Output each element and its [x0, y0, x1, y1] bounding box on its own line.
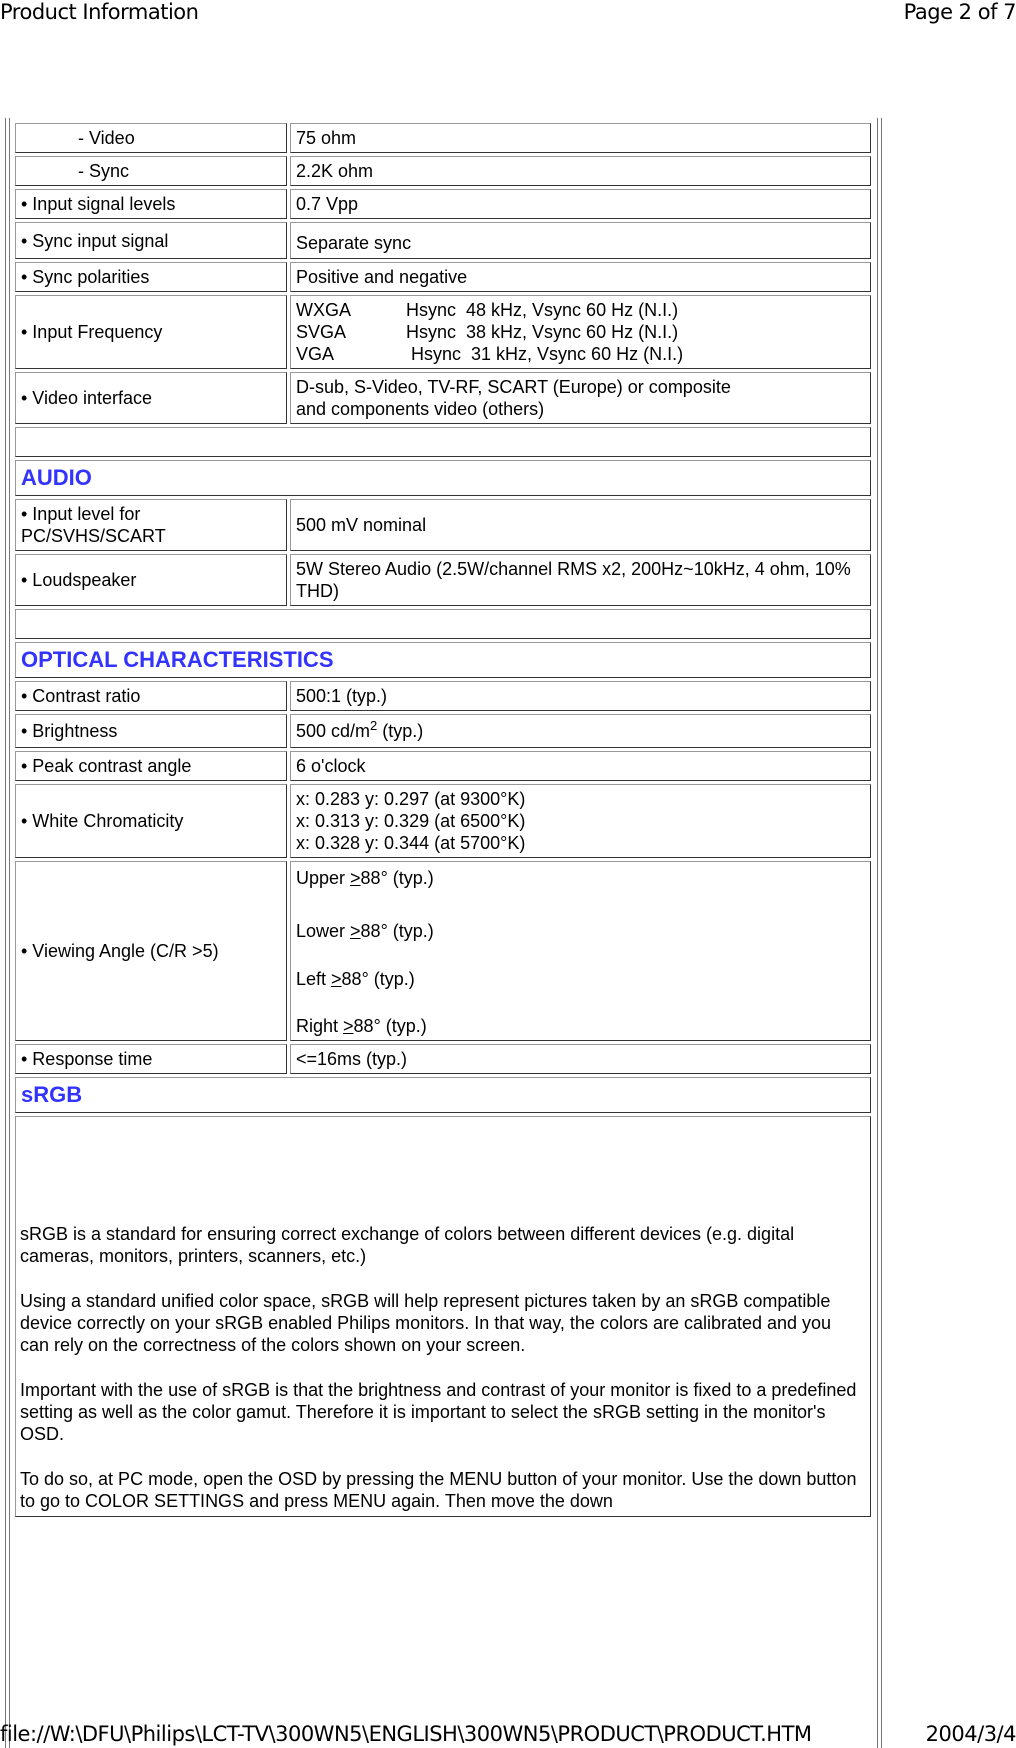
spec-label: • Sync input signal	[15, 222, 287, 259]
table-row	[15, 751, 871, 781]
angle-symbol: >	[343, 1016, 354, 1036]
viewing-angle-line	[296, 968, 865, 1015]
spec-label: • Sync polarities	[15, 262, 287, 292]
table-row	[15, 1044, 871, 1074]
angle-value: 88° (typ.)	[360, 868, 434, 888]
freq-spec: Hsync 38 kHz, Vsync 60 Hz (N.I.)	[406, 322, 679, 342]
angle-symbol: >	[350, 868, 361, 888]
section-title-srgb: sRGB	[15, 1077, 871, 1113]
chromaticity-line: x: 0.328 y: 0.344 (at 5700°K)	[296, 833, 526, 853]
brightness-suffix: (typ.)	[377, 721, 424, 741]
section-title-optical: OPTICAL CHARACTERISTICS	[15, 642, 871, 678]
spec-value: 5W Stereo Audio (2.5W/channel RMS x2, 200Hz~10kHz, 4 ohm, 10% THD)	[290, 554, 871, 606]
spec-value: <=16ms (typ.)	[290, 1044, 871, 1074]
table-row	[15, 784, 871, 858]
angle-direction: Lower	[296, 921, 351, 941]
header-page-count: Page 2 of 7	[903, 0, 1016, 24]
spec-value	[290, 861, 871, 1041]
footer-date: 2004/3/4	[925, 1722, 1016, 1746]
spec-value: 75 ohm	[290, 123, 871, 153]
header-page-title: Product Information	[0, 0, 199, 24]
spec-value: 6 o'clock	[290, 751, 871, 781]
spec-value: 2.2K ohm	[290, 156, 871, 186]
angle-direction: Left	[296, 969, 332, 989]
table-row	[15, 681, 871, 711]
srgb-paragraph: sRGB is a standard for ensuring correct exchange of colors between different devices (e.g. digital cameras, monitors, printers, scanners, etc.)	[20, 1224, 795, 1266]
spec-value	[290, 372, 871, 424]
freq-mode: SVGA	[296, 322, 347, 342]
table-row	[15, 372, 871, 424]
angle-symbol: >	[350, 921, 361, 941]
footer-file-path: file://W:\DFU\Philips\LCT-TV\300WN5\ENGLISH\300WN5\PRODUCT\PRODUCT.HTM	[0, 1722, 812, 1746]
table-row	[15, 295, 871, 369]
table-row	[15, 554, 871, 606]
spacer-row	[15, 427, 871, 457]
spec-value: Positive and negative	[290, 262, 871, 292]
spacer-row	[15, 609, 871, 639]
section-title-audio: AUDIO	[15, 460, 871, 496]
viewing-angle-line	[296, 867, 865, 920]
spec-value	[290, 714, 871, 748]
spec-label: • Brightness	[15, 714, 287, 748]
section-row	[15, 1077, 871, 1113]
print-footer	[0, 1722, 1016, 1748]
spec-value: 500:1 (typ.)	[290, 681, 871, 711]
spec-label: • Input Frequency	[15, 295, 287, 369]
interface-line: and components video (others)	[296, 399, 545, 419]
spec-value	[290, 295, 871, 369]
viewing-angle-line	[296, 1015, 865, 1037]
freq-mode: VGA	[296, 344, 335, 364]
interface-line: D-sub, S-Video, TV-RF, SCART (Europe) or composite	[296, 377, 731, 397]
spec-label: • Video interface	[15, 372, 287, 424]
spec-label: • Input level for PC/SVHS/SCART	[15, 499, 287, 551]
frequency-list	[296, 299, 865, 365]
table-row	[15, 499, 871, 551]
freq-spec: Hsync 31 kHz, Vsync 60 Hz (N.I.)	[406, 344, 684, 364]
table-row	[15, 861, 871, 1041]
srgb-paragraph: To do so, at PC mode, open the OSD by pressing the MENU button of your monitor. Use the down button to go to COLOR SETTINGS and press MENU again. Then move the down	[20, 1469, 857, 1511]
spec-label: • Loudspeaker	[15, 554, 287, 606]
section-row	[15, 642, 871, 678]
spec-label: • Input signal levels	[15, 189, 287, 219]
table-row	[15, 189, 871, 219]
spec-label: - Sync	[15, 156, 287, 186]
spec-label: • Viewing Angle (C/R >5)	[15, 861, 287, 1041]
spec-table	[12, 120, 874, 1520]
angle-value: 88° (typ.)	[353, 1016, 427, 1036]
spec-label: • Peak contrast angle	[15, 751, 287, 781]
brightness-superscript: 2	[370, 718, 378, 733]
print-header	[0, 0, 1016, 26]
srgb-paragraph: Important with the use of sRGB is that the brightness and contrast of your monitor is fixed to a predefined setting as well as the color gamut. Therefore it is important to select the sRGB setting in the monitor's OSD.	[20, 1380, 857, 1444]
spec-value	[290, 784, 871, 858]
angle-direction: Right	[296, 1016, 344, 1036]
chromaticity-line: x: 0.313 y: 0.329 (at 6500°K)	[296, 811, 526, 831]
angle-value: 88° (typ.)	[341, 969, 415, 989]
spec-value: Separate sync	[290, 222, 871, 259]
freq-mode: WXGA	[296, 300, 352, 320]
table-row	[15, 222, 871, 259]
spacer-cell	[15, 609, 871, 639]
srgb-description	[15, 1116, 871, 1517]
table-row	[15, 1116, 871, 1517]
viewing-angle-line	[296, 920, 865, 968]
table-row	[15, 714, 871, 748]
angle-direction: Upper	[296, 868, 351, 888]
angle-value: 88° (typ.)	[360, 921, 434, 941]
spec-value: 0.7 Vpp	[290, 189, 871, 219]
section-row	[15, 460, 871, 496]
angle-symbol: >	[331, 969, 342, 989]
chromaticity-line: x: 0.283 y: 0.297 (at 9300°K)	[296, 789, 526, 809]
spec-label: - Video	[15, 123, 287, 153]
spec-label: • White Chromaticity	[15, 784, 287, 858]
spec-label: • Contrast ratio	[15, 681, 287, 711]
freq-spec: Hsync 48 kHz, Vsync 60 Hz (N.I.)	[406, 300, 679, 320]
brightness-value: 500 cd/m	[296, 721, 371, 741]
table-row	[15, 156, 871, 186]
srgb-paragraph: Using a standard unified color space, sRGB will help represent pictures taken by an sRGB compatible device correctly on your sRGB enabled Philips monitors. In that way, the colors are calibrated and you can rely on the correctness of the colors shown on your screen.	[20, 1291, 832, 1355]
spacer-cell	[15, 427, 871, 457]
table-row	[15, 123, 871, 153]
table-row	[15, 262, 871, 292]
spec-label: • Response time	[15, 1044, 287, 1074]
spec-value: 500 mV nominal	[290, 499, 871, 551]
